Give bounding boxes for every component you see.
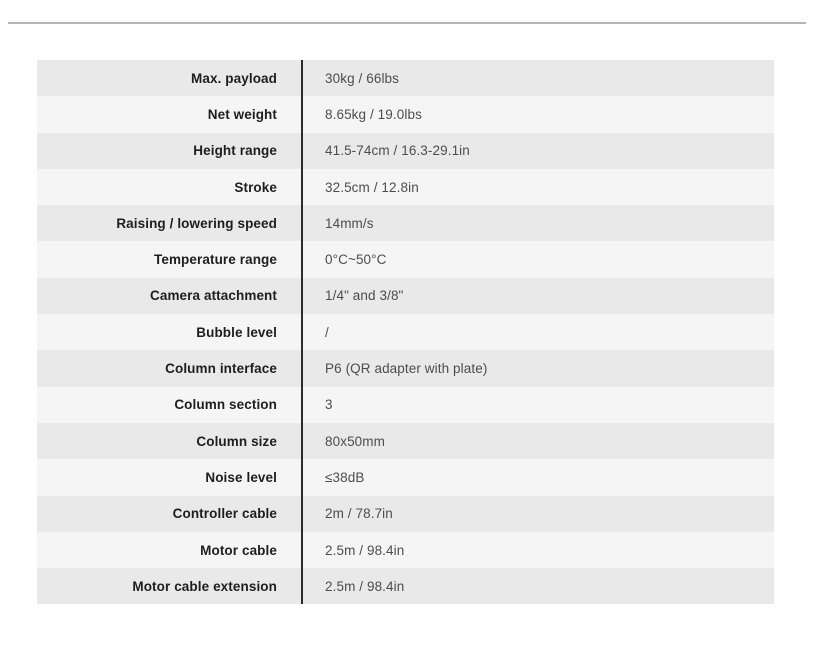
spec-table [37,60,774,604]
spec-label: Raising / lowering speed [116,215,277,231]
spec-value: 3 [325,397,333,413]
table-row [37,241,774,277]
table-row [37,169,774,205]
spec-label: Column size [196,433,277,449]
spec-label: Column interface [165,361,277,377]
table-row [37,350,774,386]
spec-value: 30kg / 66lbs [325,70,399,86]
spec-value: / [325,324,329,340]
spec-value: 80x50mm [325,433,385,449]
spec-label: Controller cable [172,506,277,522]
table-row [37,133,774,169]
table-row [37,96,774,132]
spec-value: 2.5m / 98.4in [325,542,405,558]
spec-value: 8.65kg / 19.0lbs [325,106,422,122]
top-divider-line [8,22,806,24]
table-row [37,496,774,532]
table-row [37,423,774,459]
table-row [37,205,774,241]
spec-label: Stroke [234,179,277,195]
spec-value: 0°C~50°C [325,252,387,268]
spec-label: Camera attachment [150,288,277,304]
spec-value: P6 (QR adapter with plate) [325,361,488,377]
spec-label: Motor cable extension [132,578,277,594]
table-row [37,387,774,423]
table-row [37,60,774,96]
spec-label: Max. payload [191,70,277,86]
column-divider-line [301,60,303,604]
spec-label: Noise level [205,469,277,485]
spec-value: 32.5cm / 12.8in [325,179,419,195]
table-row [37,568,774,604]
table-row [37,532,774,568]
spec-label: Temperature range [154,252,277,268]
spec-value: 2.5m / 98.4in [325,578,405,594]
spec-label: Motor cable [200,542,277,558]
spec-label: Net weight [207,106,277,122]
spec-label: Bubble level [196,324,277,340]
spec-value: 1/4" and 3/8" [325,288,404,304]
table-row [37,459,774,495]
spec-value: 14mm/s [325,215,374,231]
table-row [37,314,774,350]
spec-label: Column section [174,397,277,413]
table-row [37,278,774,314]
spec-value: ≤38dB [325,469,365,485]
spec-value: 41.5-74cm / 16.3-29.1in [325,143,470,159]
spec-value: 2m / 78.7in [325,506,393,522]
spec-label: Height range [193,143,277,159]
